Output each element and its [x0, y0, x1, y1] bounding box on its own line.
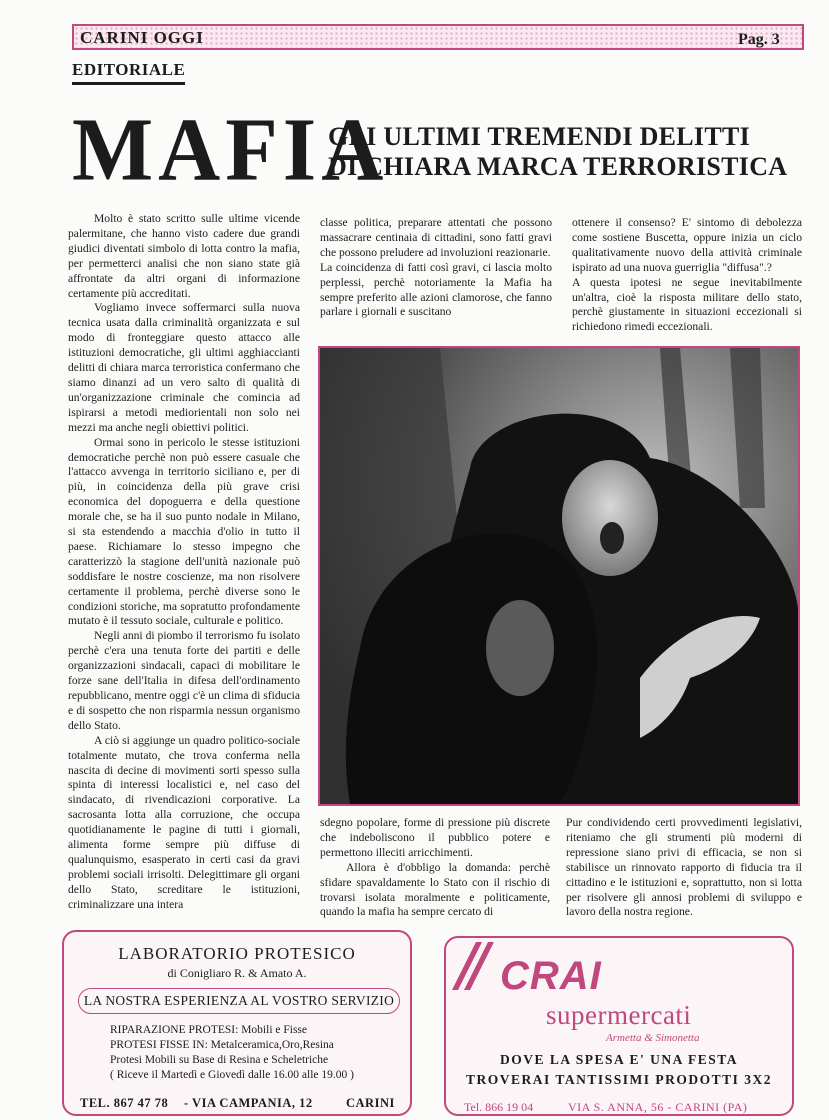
crai-address: VIA S. ANNA, 56 - CARINI (PA): [568, 1100, 748, 1114]
crai-owners: Armetta & Simonetta: [606, 1032, 700, 1044]
ad-title: LABORATORIO PROTESICO: [118, 944, 356, 963]
crai-slogan-2: TROVERAI TANTISSIMI PRODOTTI 3X2: [466, 1072, 772, 1087]
ad-address: - VIA CAMPANIA, 12: [184, 1096, 313, 1110]
crai-logo: CRAI: [500, 954, 602, 998]
page-number: Pag. 3: [738, 31, 780, 48]
paragraph: classe politica, preparare attentati che possono massacrare centinaia di cittadini, sono fatti gravi che possono preludere ad involuzioni reazionarie.: [320, 216, 552, 259]
ad-line: Protesi Mobili su Base di Resina e Scheletriche: [110, 1054, 329, 1066]
paragraph: ottenere il consenso? E' sintomo di debolezza come sostiene Buscetta, oppure inizia un ciclo qualitativamente nuovo della attività criminale ispirato ad una nuova guerriglia "diffusa".?: [572, 216, 802, 274]
stripes-icon: [446, 938, 506, 998]
ad-phone: TEL. 867 47 78: [80, 1096, 169, 1110]
paragraph: Allora è d'obbligo la domanda: perchè sfidare spavaldamente lo Stato con il rischio di trovarsi isolata moralmente e politicamente, quando la mafia ha sempre cercato di: [320, 860, 550, 919]
section-label: EDITORIALE: [72, 60, 185, 85]
ad-slogan: LA NOSTRA ESPERIENZA AL VOSTRO SERVIZIO: [78, 988, 400, 1014]
paragraph: Negli anni di piombo il terrorismo fu isolato perchè c'era una tenuta forte dei partiti e delle organizzazioni sindacali, capaci di mobilitare le forze sane dell'Italia in difesa dell'ordinamento repubblicano, mentre oggi c'è un clima di sfiducia e di sospetto che non risparmia nessun organismo dello Stato.: [68, 629, 300, 732]
crai-phone: Tel. 866 19 04: [464, 1100, 534, 1114]
article-column-1: [68, 212, 300, 924]
article-photo: [318, 346, 800, 806]
crai-slogan-1: DOVE LA SPESA E' UNA FESTA: [500, 1052, 738, 1067]
article-column-3-top: [572, 216, 802, 340]
article-column-2-bottom: [320, 816, 550, 926]
ad-line: RIPARAZIONE PROTESI: Mobili e Fisse: [110, 1024, 308, 1036]
ad-crai: [444, 936, 794, 1116]
ad-city: CARINI: [346, 1096, 395, 1110]
paragraph: Vogliamo invece soffermarci sulla nuova tecnica usata dalla criminalità organizzata e sul modo di fronteggiare questo attacco alle istituzioni democratiche, gli ultimi agghiaccianti delitti di chiara marca terroristica confermano che siamo dinanzi ad un vero salto di qualità di un'organizzazione criminale che comincia ad ispirarsi a metodi mediorientali non solo nei mezzi ma anche negli obiettivi politici.: [68, 301, 300, 434]
headline-main: MAFIA: [72, 98, 389, 200]
article-column-3-bottom: [566, 816, 802, 926]
headline-sub: [328, 122, 787, 182]
crai-name: supermercati: [546, 1000, 692, 1030]
paragraph: Molto è stato scritto sulle ultime vicende palermitane, che hanno visto cadere due grandi giudici diventati simbolo di lotta contro la mafia, per permetterci analisi che non siano state già affrontate da altri organi di informazione certamente più accreditati.: [68, 212, 300, 300]
article-column-2-top: [320, 216, 552, 340]
ad-owners: di Conigliaro R. & Amato A.: [167, 966, 307, 980]
paragraph: sdegno popolare, forme di pressione più discrete che indeboliscono il pubblico potere e permettono illeciti arricchimenti.: [320, 816, 550, 859]
paragraph: Ormai sono in pericolo le stesse istituzioni democratiche perchè non può essere casuale che l'attacco avvenga in territorio siciliano e, per di più, in coincidenza della più grave crisi economica del dopoguerra e della questione morale che, se ha il suo punto nodale in Milano, si sta estendendo a macchia d'olio in tutto il paese. Richiamare lo stesso impegno che caratterizzò la stagione dell'unità nazionale può soddisfare le nostre coscienze, ma non risolvere certamente il problema, perchè diverse sono le condizioni storiche, ma sopratutto profondamente mutato è il tessuto sociale, culturale e politico.: [68, 435, 300, 628]
photo-illustration: [320, 348, 798, 804]
headline-sub-line1: GLI ULTIMI TREMENDI DELITTI: [328, 122, 751, 151]
paragraph: Pur condividendo certi provvedimenti legislativi, riteniamo che gli strumenti più moderni di repressione siano privi di efficacia, se non si stabilisce un rinnovato rapporto di fiducia tra il cittadino e le istituzioni e, soprattutto, non si lotta per risolvere gli annosi problemi di sviluppo e lavoro della nostra regione.: [566, 816, 802, 919]
paragraph: A questa ipotesi ne segue inevitabilmente un'altra, cioè la risposta militare dello stato, perchè giustamente in situazioni eccezionali si richiedono rimedi eccezionali.: [572, 275, 802, 334]
paragraph: La coincidenza di fatti così gravi, ci lascia molto perplessi, perchè notoriamente la Mafia ha sempre preferito alle azioni clamorose, che fanno parlare i giornali e suscitano: [320, 260, 552, 319]
newspaper-name: CARINI OGGI: [80, 28, 204, 47]
headline-sub-line2: DI CHIARA MARCA TERRORISTICA: [328, 152, 788, 181]
ad-line: ( Riceve il Martedì e Giovedì dalle 16.00 alle 19.00 ): [110, 1069, 354, 1081]
paragraph: A ciò si aggiunge un quadro politico-sociale totalmente mutato, che trova conferma nella nascita di decine di movimenti sorti spesso sulla spinta di interessi localistici e, nel caso del sindacato, di rivendicazioni corporative. La sacrosanta lotta alla corruzione, che occupa quotidianamente le pagine di tutti i giornali, alimenta forme sempre più diffuse di qualunquismo, esasperato in certi casi da gravi problemi sociali irrisolti. Delegittimare gli organi dello Stato, screditare le istituzioni, criminalizzare una intera: [68, 733, 300, 911]
ad-line: PROTESI FISSE IN: Metalceramica,Oro,Resina: [110, 1039, 334, 1051]
ad-laboratorio: [62, 930, 412, 1116]
